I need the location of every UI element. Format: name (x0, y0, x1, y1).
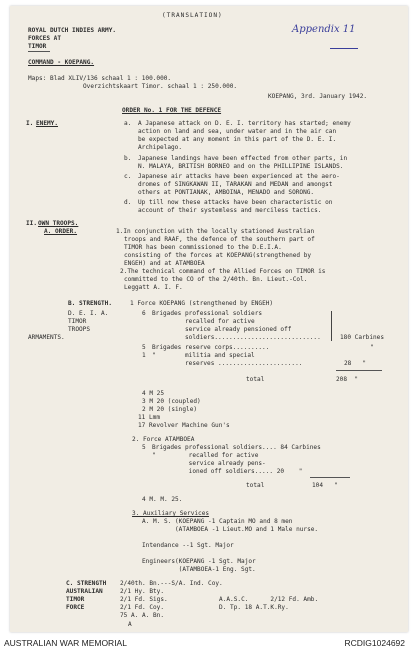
enemy-c-label: c. (124, 173, 132, 180)
force1-text: soldiers............................. (152, 334, 321, 341)
order-line: 1.In conjunction with the locally stationed Australian (116, 228, 315, 235)
c-strength-line: 2/1 Fd. Sigs. A.A.S.C. 2/12 Fd. Amb. (120, 596, 319, 603)
c-strength-line: 2/1 Hy. Bty. (120, 588, 165, 595)
section-1-title: ENEMY. (36, 120, 59, 127)
aux-line: Engineers(KOEPANG -1 Sgt. Major (142, 558, 256, 565)
order-line: Leggatt A. I. F. (124, 284, 183, 291)
order-line: troops and RAAF, the defence of the southern part of (124, 236, 315, 243)
arms-item: 17 Revolver Machine Gun's (138, 422, 230, 429)
c-strength-line: 2/40th. Bn.---S/A. Ind. Coy. (120, 580, 223, 587)
c-strength-label: FORCE (66, 604, 85, 611)
footer-id: RCDIG1024692 (344, 638, 405, 648)
force2-text: ioned off soldiers..... 20 " (152, 468, 303, 475)
enemy-b-line: Japanese landings have been effected from other parts, in (138, 155, 348, 162)
translation-heading: (TRANSLATION) (162, 12, 223, 19)
command-line: COMMAND - KOEPANG. (28, 59, 95, 66)
force2-count: 5 (142, 444, 146, 451)
enemy-a-line: A Japanese attack on D. E. I. territory has started; enemy (138, 120, 351, 127)
left-label: TIMOR (68, 318, 87, 325)
army-line-2: FORCES AT (28, 35, 62, 42)
total-label: total (246, 376, 265, 383)
arms-item: 3 M 20 (coupled) (142, 398, 201, 405)
force2-text: " recalled for active (152, 452, 259, 459)
section-1-number: I. (26, 120, 34, 127)
enemy-b-label: b. (124, 155, 132, 162)
enemy-c-line: others at PONTIANAK, AMBOINA, MENADO and SORONG. (138, 189, 315, 196)
left-label: ARMAMENTS. (28, 334, 65, 341)
force2-text: Brigades professional soldiers.... 84 Carbines (152, 444, 321, 451)
enemy-d-label: d. (124, 199, 132, 206)
c-strength-line: 2/1 Fd. Coy. D. Tp. 18 A.T.K.Ry. (120, 604, 289, 611)
enemy-a-line: be expected at any moment in this part of the D. E. I. (138, 136, 337, 143)
section-2-number: II. (26, 220, 38, 227)
enemy-a-label: a. (124, 120, 132, 127)
force1-tail: 180 Carbines (340, 334, 385, 341)
c-strength-line: 75 A. A. Bn. (120, 612, 165, 619)
arms-item: 4 M 25 (142, 390, 165, 397)
order-label: A. ORDER. (44, 228, 78, 235)
force-atamboea-heading: 2. Force ATAMBOEA (132, 436, 195, 443)
force1-text: reserves ....................... (152, 360, 303, 367)
force1-count: 5 (142, 344, 146, 351)
order-line: TIMOR has been commissioned to the D.E.I.A. (124, 244, 282, 251)
army-line-1: ROYAL DUTCH INDIES ARMY. (28, 27, 117, 34)
total-value: 208 " (336, 376, 359, 383)
force1-text: Brigades reserve corps.......... (152, 344, 270, 351)
force1-tail: 28 " (344, 360, 367, 367)
order-line: committed to the CO of the 2/40th. Bn. Lieut.-Col. (124, 276, 308, 283)
enemy-d-line: Up till now these attacks have been characteristic on (138, 199, 333, 206)
force1-text: service already pensioned off (152, 326, 292, 333)
force-koepang-heading: 1 Force KOEPANG (strengthened by ENGEH) (130, 300, 274, 307)
total-label: total (246, 482, 265, 489)
arms-item: 11 Lmm (138, 414, 161, 421)
army-line-3: TIMOR (28, 43, 47, 50)
aux-line: Intendance --1 Sgt. Major (142, 542, 234, 549)
bracket-mark (328, 311, 332, 341)
timor-underline (28, 51, 50, 52)
force1-text: Brigades professional soldiers (152, 310, 263, 317)
aux-line: (ATAMBOEA-1 Eng. Sgt. (142, 566, 256, 573)
maps-line-1: Maps: Blad XLIV/136 schaal 1 : 100.000. (28, 75, 172, 82)
appendix-annotation: Appendix 11 (292, 24, 356, 35)
order-line: 2.The technical command of the Allied Forces on TIMOR is (120, 268, 326, 275)
force1-tail: " (370, 344, 374, 351)
document-page (10, 6, 408, 632)
enemy-b-line: N. MALAYA, BRITISH BORNEO and on the PHILLIPINE ISLANDS. (138, 163, 344, 170)
enemy-c-line: Japanese air attacks have been experienced at the aero- (138, 173, 340, 180)
order-line: consisting of the forces at KOEPANG(strengthened by (124, 252, 312, 259)
force1-count: 6 (142, 310, 146, 317)
maps-line-2: Overzichtskaart Timor. schaal 1 : 250.000. (83, 83, 238, 90)
arms-item: 2 M 20 (single) (142, 406, 198, 413)
force2-text: service already pens- (152, 460, 266, 467)
sum-rule (336, 370, 382, 371)
c-strength-label: AUSTRALIAN (66, 588, 103, 595)
document-date: KOEPANG, 3rd. January 1942. (268, 93, 368, 100)
enemy-d-line: account of their systemless and merciless tactics. (138, 207, 322, 214)
force1-text: " militia and special (152, 352, 255, 359)
enemy-c-line: dromes of SINGKAWAN II, TARAKAN and MEDAN and amongst (138, 181, 333, 188)
order-title: ORDER No. 1 FOR THE DEFENCE (122, 107, 222, 114)
force1-text: recalled for active (152, 318, 255, 325)
enemy-a-line: action on land and sea, under water and in the air can (138, 128, 337, 135)
force1-count: 1 (142, 352, 146, 359)
arms-item: 4 M. M. 25. (142, 496, 183, 503)
trailing-mark: A (128, 621, 132, 628)
annotation-mark (330, 48, 358, 49)
section-2-title: OWN TROOPS. (38, 220, 79, 227)
order-line: ENGEH) and at ATAMBOEA (124, 260, 205, 267)
footer-source: AUSTRALIAN WAR MEMORIAL (4, 638, 127, 648)
c-strength-label: C. STRENGTH (66, 580, 107, 587)
aux-line: A. M. S. (KOEPANG -1 Captain MO and 8 men (142, 518, 293, 525)
enemy-a-line: Archipelago. (138, 144, 183, 151)
total-value: 104 " (312, 482, 338, 489)
left-label: TROOPS (68, 326, 91, 333)
c-strength-label: TIMOR (66, 596, 85, 603)
left-label: D. E. I. A. (68, 310, 109, 317)
aux-line: (ATAMBOEA -1 Lieut.MO and 1 Male nurse. (142, 526, 319, 533)
auxiliary-heading: 3. Auxiliary Services (132, 510, 210, 517)
strength-label: B. STRENGTH. (68, 300, 113, 307)
sum-rule (310, 477, 350, 478)
